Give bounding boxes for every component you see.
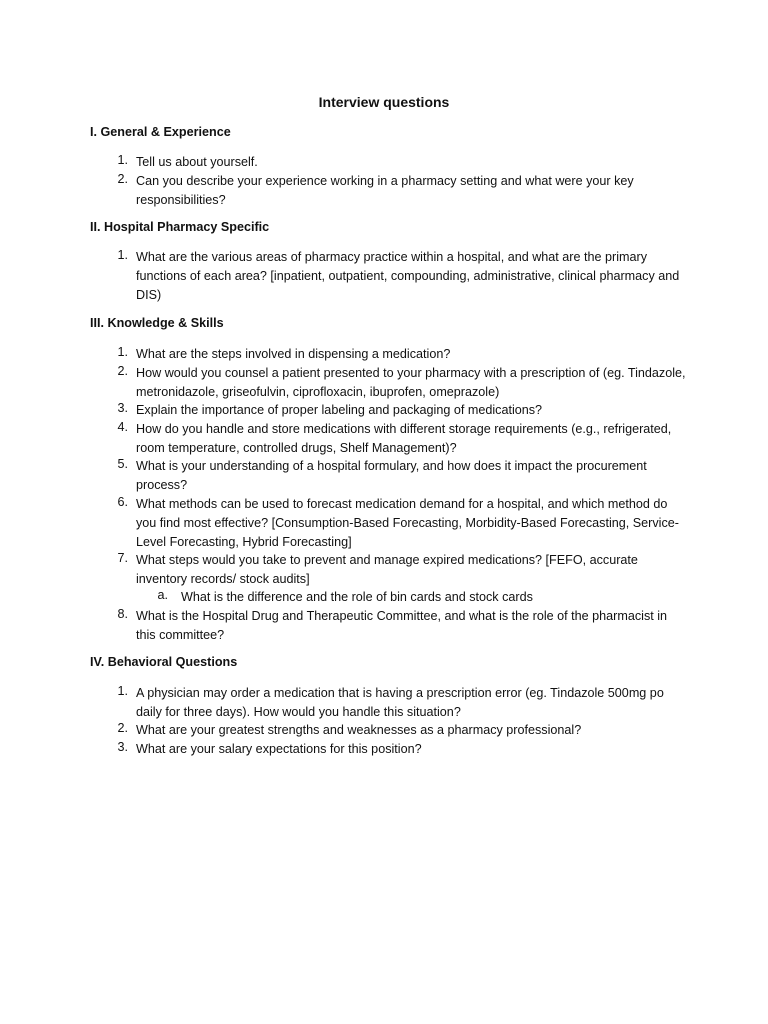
list-text: Tell us about yourself.	[136, 155, 258, 169]
section-heading-knowledge-skills: III. Knowledge & Skills	[90, 316, 224, 330]
list-number: 3.	[117, 740, 128, 754]
list-number: 8.	[117, 607, 128, 621]
list-number: 5.	[117, 457, 128, 471]
list-number: 7.	[117, 551, 128, 565]
list-subletter: a.	[157, 588, 168, 602]
section-heading-hospital-pharmacy: II. Hospital Pharmacy Specific	[90, 220, 270, 234]
list-text: What methods can be used to forecast medication demand for a hospital, and which method do you find most effective? [Consumption-Based Forecasting, Morbidity-Based Forecasting, Service-Level Forecasting, Hybrid Forecasting]	[136, 497, 679, 549]
list-number: 1.	[117, 153, 128, 167]
list-text: What is the difference and the role of bin cards and stock cards	[181, 590, 533, 604]
list-number: 3.	[117, 401, 128, 415]
list-text: What are your salary expectations for this position?	[136, 742, 422, 756]
list-number: 6.	[117, 495, 128, 509]
list-text: What are your greatest strengths and weaknesses as a pharmacy professional?	[136, 723, 582, 737]
list-number: 2.	[117, 172, 128, 186]
list-text: What steps would you take to prevent and manage expired medications? [FEFO, accurate inventory records/ stock audits]	[136, 553, 638, 586]
list-text: Explain the importance of proper labeling and packaging of medications?	[136, 403, 543, 417]
list-text: How do you handle and store medications with different storage requirements (e.g., refrigerated, room temperature, controlled drugs, Shelf Management)?	[136, 422, 672, 455]
list-text: What are the steps involved in dispensing a medication?	[136, 347, 451, 361]
list-number: 2.	[117, 721, 128, 735]
page-title: Interview questions	[318, 94, 450, 110]
list-number: 1.	[117, 684, 128, 698]
list-text: How would you counsel a patient presented to your pharmacy with a prescription of (eg. Tindazole, metronidazole, griseofulvin, ciprofloxacin, ibuprofen, omeprazole)	[136, 366, 686, 399]
list-text: What are the various areas of pharmacy practice within a hospital, and what are the primary functions of each area? [inpatient, outpatient, compounding, administrative, clinical pharmacy and DIS)	[136, 250, 680, 302]
list-number: 4.	[117, 420, 128, 434]
list-number: 1.	[117, 345, 128, 359]
list-number: 2.	[117, 364, 128, 378]
section-heading-behavioral: IV. Behavioral Questions	[90, 655, 238, 669]
list-text: What is your understanding of a hospital formulary, and how does it impact the procurement process?	[136, 459, 647, 492]
list-text: What is the Hospital Drug and Therapeutic Committee, and what is the role of the pharmacist in this committee?	[136, 609, 668, 642]
list-text: Can you describe your experience working in a pharmacy setting and what were your key responsibilities?	[136, 174, 634, 207]
list-text: A physician may order a medication that is having a prescription error (eg. Tindazole 500mg po daily for three days). How would you handle this situation?	[136, 686, 664, 719]
list-number: 1.	[117, 248, 128, 262]
section-heading-general: I. General & Experience	[90, 125, 231, 139]
